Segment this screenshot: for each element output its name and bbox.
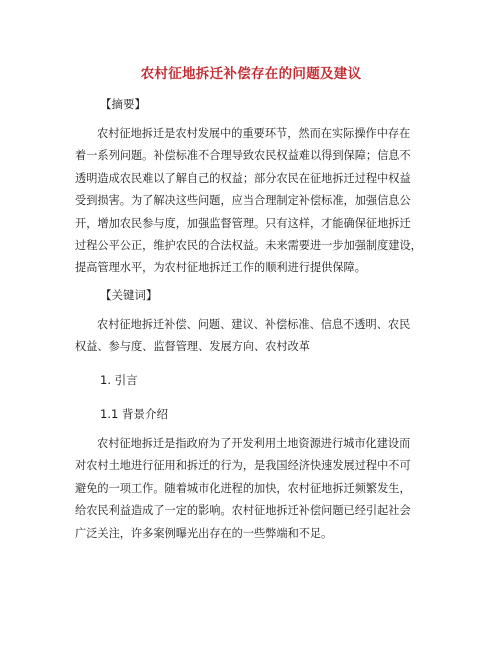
background-line: 对农村土地进行征用和拆迁的行为，是我国经济快速发展过程中不可 bbox=[75, 459, 411, 473]
abstract-heading: 【摘要】 bbox=[100, 97, 146, 111]
keywords-line: 农村征地拆迁补偿、问题、建议、补偿标准、信息不透明、农民 bbox=[97, 318, 411, 331]
abstract-paragraph bbox=[75, 123, 435, 280]
background-line: 广泛关注，许多案例曝光出存在的一些弊端和不足。 bbox=[75, 526, 333, 540]
section-heading-introduction: 1. 引言 bbox=[100, 373, 138, 387]
background-paragraph bbox=[75, 433, 435, 545]
background-line: 避免的一项工作。随着城市化进程的加快，农村征地拆迁频繁发生， bbox=[75, 481, 411, 495]
keywords-line: 权益、参与度、监督管理、发展方向、农村改革 bbox=[75, 340, 310, 354]
abstract-line: 着一系列问题。补偿标准不合理导致农民权益难以得到保障；信息不 bbox=[75, 149, 411, 163]
abstract-line: 过程公平公正，维护农民的合法权益。未来需要进一步加强制度建设， bbox=[75, 239, 422, 253]
background-line: 给农民利益造成了一定的影响。农村征地拆迁补偿问题已经引起社会 bbox=[75, 504, 411, 518]
keywords-paragraph bbox=[75, 314, 435, 359]
document-title: 农村征地拆迁补偿存在的问题及建议 bbox=[140, 66, 362, 82]
abstract-line: 提高管理水平，为农村征地拆迁工作的顺利进行提供保障。 bbox=[75, 261, 366, 275]
abstract-line: 透明造成农民难以了解自己的权益；部分农民在征地拆迁过程中权益 bbox=[75, 171, 411, 185]
abstract-line: 开，增加农民参与度，加强监督管理。只有这样，才能确保征地拆迁 bbox=[75, 216, 411, 230]
abstract-line: 受到损害。为了解决这些问题，应当合理制定补偿标准，加强信息公 bbox=[75, 194, 411, 208]
keywords-heading: 【关键词】 bbox=[100, 288, 158, 302]
abstract-line: 农村征地拆迁是农村发展中的重要环节，然而在实际操作中存在 bbox=[97, 127, 411, 140]
subsection-heading-background: 1.1 背景介绍 bbox=[100, 407, 168, 421]
background-line: 农村征地拆迁是指政府为了开发利用土地资源进行城市化建设而 bbox=[97, 437, 411, 450]
